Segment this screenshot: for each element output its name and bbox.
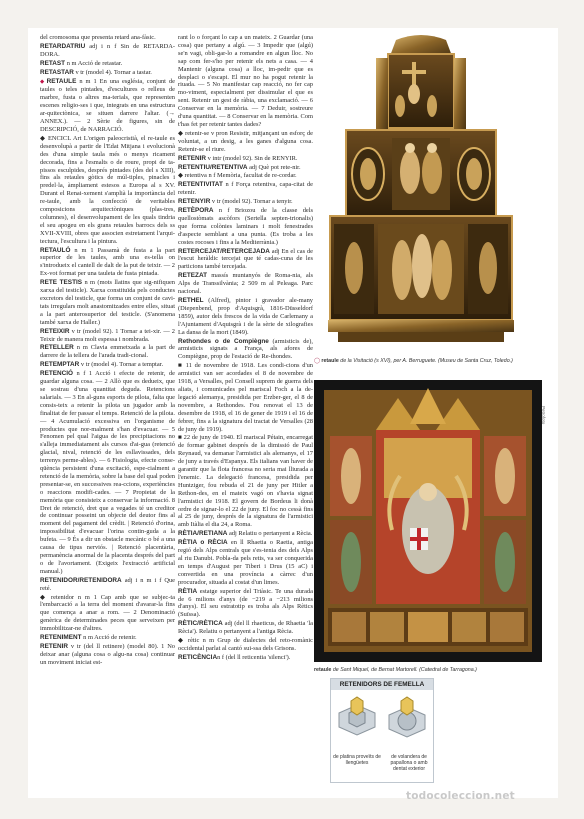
dictionary-entry	[178, 198, 313, 206]
retable-visitacio-illustration	[318, 32, 524, 350]
dictionary-entry	[40, 370, 175, 576]
dictionary-entry	[40, 361, 175, 369]
left-retainer-caption: de platina proveïts de llengüetes	[333, 754, 381, 766]
headword: RETEIXIR	[40, 327, 70, 335]
headword: RETERCEJAT/RETERCEJADA	[178, 247, 270, 255]
figure2-caption	[314, 667, 544, 674]
dictionary-entry	[178, 588, 313, 620]
headword: RETELLER	[40, 344, 74, 352]
definition: ◆ rètic n m Grup de dialectes del reto-romànic occidental parlat al cantó sui-ssa dels Grisons.	[178, 637, 313, 652]
definition: ◆ ENCICL Art L'origen paleocristià, el re-taule es desenvolupà a partir de l'Edat Mitjana i evolucionà des d'una simple taula més o menys ricament decorada, fins a l'esmalts o de roure, propi de ta-pissos esculpides, després pintades (des del s XIII), fins als retaules gòtics de múl-tiples, pinacles i predel·la, àmpliament estesos a Europa al s XV. Durant el Renai-xement s'amplià la importància del re-taule, amb la confecció de veritables composicions arquitectòniques (plas-tres, columnes), el desenvolupament de les quals tindria el seu apogeu en els grans retaules barrocs dels ss XVII-XVIII, obres que associen estretament l'arqui-tectura, l'escultura i la pintura.	[40, 134, 175, 245]
nut-retainers-box	[330, 678, 434, 783]
definition: n f (del ll reticentia 'silenci').	[217, 653, 291, 661]
headword: RETE TESTIS	[40, 279, 83, 287]
dictionary-entry	[178, 272, 313, 296]
definition: adj i n f Sin de RETARDA-DORA.	[40, 42, 175, 58]
definition: estatge superior del Triàsic. Te una durada de 6 milions d'anys (de −219 a −213 milions d'anys). El seu estratotip es troba als Alps Rètics (Suïssa).	[178, 587, 313, 619]
definition: v tr (model 92). Tornar a tenyir.	[211, 198, 293, 206]
headword: RETASTAR	[40, 68, 74, 76]
headword: RÈTIA	[178, 587, 198, 595]
dictionary-entry	[178, 172, 313, 180]
dictionary-entry	[40, 634, 175, 642]
headword: RETENIMENT	[40, 634, 82, 642]
dictionary-entry	[40, 643, 175, 667]
definition: v tr (model 92). 1 Tornar a tei-xir. — 2 Teixir de manera molt espessa i nombrada.	[40, 327, 175, 343]
definition: n f 1 Acció i efecte de retenir, de guardar alguna cosa. — 2 Allò que es dedueix, que se sostrau d'una quantitat deguda. Retencions salarials. — 3 En al-guns esports de pilota, falta que consis-teix a retenir la pilota un jugador amb la finalitat de fer passar el temps. Retenció de la pilota. — 4 Acumulació excessiva en l'organisme de productes que nor-malment s'han d'evacuar. — 5 Fenomen pel qual l'aigua de les precipitacions no s'alleja immediatament als cursos d'ai-gua (retenció glacial, nival, retenció de les esllavissades, dels terrenys perme-ables). — 6 Fisiologia, efecte conse-qüència persistent d'una excitació, espe-cialment a retenció de la memòria, sobre la base del qual poden presentar-se, en successives rea-ccions, experiències o reaccions modifi-cades. — 7 Propietat de la memòria que consisteix a conservar la informació. 8 Dret de retenció, dret que a vegades té un creditor de continuar posseint un objecte del deutor fins al moment del pagament del crèdit. | Retenció d'orina, impossibilitat d'evacuar l'orina contin-guda a la bufeta. — 9 És a dir un obstacle mecànic o bé a una causa de tipus nerviós. | Retenció placentària, permanència anormal de la placenta després del part o de l'avortament. (Exigeix l'extracció artificial manual.)	[40, 370, 175, 575]
dictionary-entry	[40, 60, 175, 68]
headword: RETICÈNCIA	[178, 653, 218, 661]
headword: RETAULÓ	[40, 246, 71, 254]
definition: n m 1 En una església, conjunt de taules o teles pintades, d'escultures o relleus de marbre, fusta o altres ma-terials, que representen escenes religio-ses i que, integrats en una estructura ar-quitectònica, se situen darrere l'altar. (→ ANNEX.). — 2 Sèrie de figures, sin de DESCRIPCIÓ, de NARRACIÓ.	[40, 77, 175, 133]
watermark: todocoleccion.net	[406, 790, 515, 802]
dictionary-entry	[178, 155, 313, 163]
definition: ◆ retenir-se v pron Resistir, mitjançant un esforç de voluntat, a un desig, a les ganes d'alguna cosa. Retenir-se el riure.	[178, 129, 313, 153]
dictionary-entry	[178, 530, 313, 538]
headword: RÈTIA o RÈCIA	[178, 539, 228, 547]
definition: n m 1 Passamà de fusta a la part superior de les taules, amb una es-tella on s'introdueix el cantell de dalt de la put de teixir. — 2 Ex-vot format per una tauleta de fusta pintada.	[40, 246, 175, 278]
dictionary-entry	[178, 130, 313, 154]
dictionary-entry	[40, 279, 175, 326]
definition: rant lo o forçant lo cap a un mateix. 2 Guardar (una cosa) que pertany a algú. — 3 Impedir que (algú) se'n vagi, obli-gar-lo a romandre en algun lloc. No sap com fer-s'ho per retenir els nets a casa. — 4 Mantenir (alguna cosa) a lloc, im-pedir que es desplaci o s'escapi. El mur no ha pogut retenir la riuada. — 5 No manifestar cap reacció, no fer cap mo-viment, especialment per dissimular el que es sent. Retenir un gest de ràbia, una exclamació. — 6 Conservar en la memòria. — 7 Deduir, sostreure d'una quantitat. — 8 Conservar en la memòria. Com t'has fet per retenir tantes dades?	[178, 34, 313, 128]
dictionary-entry	[178, 297, 313, 337]
caption-text: de Sant Miquel, de Bernat Martorell. (Catedral de Tarragona.)	[331, 667, 477, 673]
definition: n f Força retentiva, capa-citat de retenir.	[178, 181, 313, 197]
dictionary-entry	[178, 34, 313, 129]
definition: en ll Rhaetia o Raetia, antiga regió dels Alps centrals que s'es-tenia des dels Alps al riu Danubi. Pobla-da pels retis, va ser conquerida en temps d'August per Tiberi i Drus (15 aC) i convertida en una província a càrrec d'un procurador, situada al costat d'un limes.	[178, 539, 313, 586]
headword: RÈTIC/RÈTICA	[178, 620, 223, 628]
definition: v intr (model 92). Sin de RENYIR.	[207, 154, 298, 162]
headword: RETEMPTAR	[40, 361, 80, 369]
definition: adj i n m i f Que reté.	[40, 576, 175, 592]
definition: ◆ retenidor n m 1 Cap amb que se subjec-ta l'embarcació a la terra del moment d'avarar-la fins que comença a anar a rom. — 2 Denominació genèrica de determinades peces que serveixen per immobilitzar-ne d'altres.	[40, 593, 175, 633]
definition: ■ 22 de juny de 1940. El mariscal Pétain, encarregat de formar gabinet després de la dimissió de Paul Reynaud, va demanar l'armistici als alemanys, el 17 de juny a través d'Espanya. Els italians van haver de garantir que la flota francesa no seria mai lliurada a l'enemic. La delegació francesa, presidida per Huntziger, fou rebuda el 21 de juny per Hitler a Rethon-des, en el mateix vagó on s'havia signat l'armistici de 1918. El govern de Bordeus li donà ordre de signar-lo el 22 de juny. El foc no cessà fins al 25 de juny, després de la signatura de l'armistici amb Itàlia el dia 24, a Roma.	[178, 434, 313, 529]
definition: ■ 11 de novembre de 1918. Les condi-cions d'un armistici van ser acordades el 8 de novembre de 1918, a Versalles, pel Consell suprem de guerra dels aliats, i comunicades pel mariscal Foch a la de-legació alemanya, presidida per Erzber-ger, el 8 de novembre, a Rethondes. Fou renovat el 13 de desembre de 1918, el 16 de gener de 1919 i el 16 de febrer, fins a la signatura del tractat de Versalles (28 de juny de 1919).	[178, 362, 313, 433]
definition: n m (mots llatins que sig-nifiquen xarxa del testicle). Xarxa constituïda pels conductes excretors del testicle, que forma un conjunt de cavi-tats irregulars molt anastomitzades entre elles, situat a la part anterosuperior del testicle. (S'anomena també xarxa de Haller.)	[40, 279, 175, 326]
dictionary-entry	[178, 654, 313, 662]
headword: RETENYIR	[178, 198, 211, 206]
cross-reference-icon: ◆	[40, 78, 46, 85]
headword: RETENIR	[40, 642, 69, 650]
nut-retainers-illustration	[331, 693, 433, 745]
dictionary-entry	[40, 43, 175, 59]
retable-sant-miquel-photo	[314, 380, 542, 662]
box-title: RETENIDORS DE FEMELLA	[331, 679, 433, 690]
definition: adj Relatiu o pertanyent a Rècia.	[228, 530, 313, 538]
headword: RETÈPORA	[178, 207, 214, 215]
headword: RETAST	[40, 59, 66, 67]
definition: v tr (model 4). Tornar a temptar.	[80, 361, 164, 369]
definition: n m Clavia emmetxada a la part de darrere de la tellera de l'arada tradi-cional.	[40, 344, 175, 360]
dictionary-entry	[178, 434, 313, 529]
dictionary-entry	[40, 344, 175, 360]
dictionary-entry	[178, 181, 313, 197]
caption-marker-icon: ◯	[314, 358, 322, 364]
photo-credit: Petrofoto	[541, 406, 546, 425]
definition: v tr (del ll retinere) (model 80). 1 No deixar anar (alguna cosa o algu-na cosa) continuar un moviment iniciat est-	[40, 642, 175, 666]
definition: (armisticis de), armisticis signats a França, als afores de Compiègne, prop de l'estació de Re-thondes.	[178, 337, 313, 361]
dictionary-entry	[178, 362, 313, 433]
dictionary-entry	[40, 34, 175, 42]
dictionary-entry	[40, 577, 175, 593]
text-column-1	[40, 34, 175, 786]
right-retainer-caption: de volandera de papallona o amb dentat exterior	[390, 754, 428, 772]
definition: ◆ retentiva n f Memòria, facultat de re-cordar.	[178, 172, 297, 180]
dictionary-entry	[178, 539, 313, 586]
headword: RETENTIU/RETENTIVA	[178, 163, 248, 171]
dictionary-entry	[178, 207, 313, 247]
dictionary-entry	[40, 328, 175, 344]
text-column-2	[178, 34, 313, 786]
retable-visitacio-photo	[318, 32, 524, 350]
dictionary-entry	[40, 594, 175, 634]
caption-text: de la Visitació (s XVI), per A. Berruguete. (Museu de Santa Cruz, Toledo.)	[338, 358, 513, 364]
definition: adj Què pot rete-nir.	[249, 163, 301, 171]
dictionary-entry	[178, 637, 313, 653]
headword: RETHEL	[178, 297, 204, 304]
headword: RETENIR	[178, 154, 207, 162]
headword: RETEZAT	[178, 272, 207, 280]
dictionary-entry	[40, 247, 175, 279]
dictionary-entry	[178, 338, 313, 362]
headword: RETENIDOR/RETENIDORA	[40, 576, 122, 584]
headword: RETARDATRIU	[40, 42, 86, 50]
headword: RÈTIA/RETIANA	[178, 530, 228, 538]
retable-sant-miquel-illustration	[314, 380, 542, 662]
figure1-caption	[314, 358, 544, 365]
caption-keyword: retaule	[321, 358, 339, 364]
headword: RETENCIÓ	[40, 370, 74, 378]
definition: n f Briozou de la classe dels quellostòmats ascòfors (Sertella septen-trionalis) que forma colònies laminars i molt fenestrades d'aspecte semblant a una punta. (Es troba a les costes rocoses i fins a la Mediterrània.)	[178, 207, 313, 246]
definition: massís muntanyós de Roma-nia, als Alps de Transsilvània; 2 509 m al Peleaga. Parc nacional.	[178, 272, 313, 296]
dictionary-page	[28, 28, 558, 798]
definition: v tr (model 4). Tornar a tastar.	[75, 68, 152, 76]
definition: del cromosoma que presenta retard ana-fàsic.	[40, 34, 156, 41]
dictionary-entry	[40, 78, 175, 134]
headword: RETENTIVITAT	[178, 181, 223, 189]
headword: RETAULE	[46, 77, 77, 85]
definition: adj (del ll rhaeticus, de Rhaetia 'la Rècia'). Relatiu o pertanyent a l'antiga Rècia.	[178, 620, 313, 636]
dictionary-entry	[40, 69, 175, 77]
definition: adj En el cas de l'escut heràldic tercejat que té cadas-cuna de les particions també tercejada.	[178, 247, 313, 271]
dictionary-entry	[40, 135, 175, 246]
definition: n m Acció de retastar.	[66, 59, 123, 67]
caption-keyword: retaule	[314, 667, 332, 673]
definition: (Alfred), pintor i gravador ale-many (Diepenbend, prop d'Aquisgrà, 1816-Düsseldorf 1859), autor dels frescos de la vida de Carlemany a l'Ajuntament d'Aquisgrà i de la sèrie de xilografies La dansa de la mort (1849).	[178, 297, 313, 336]
dictionary-entry	[178, 248, 313, 272]
dictionary-entry	[178, 620, 313, 636]
definition: n m Acció de retenir.	[83, 634, 137, 642]
headword: Rethondes o de Compiègne	[178, 337, 269, 345]
dictionary-entry	[178, 164, 313, 172]
